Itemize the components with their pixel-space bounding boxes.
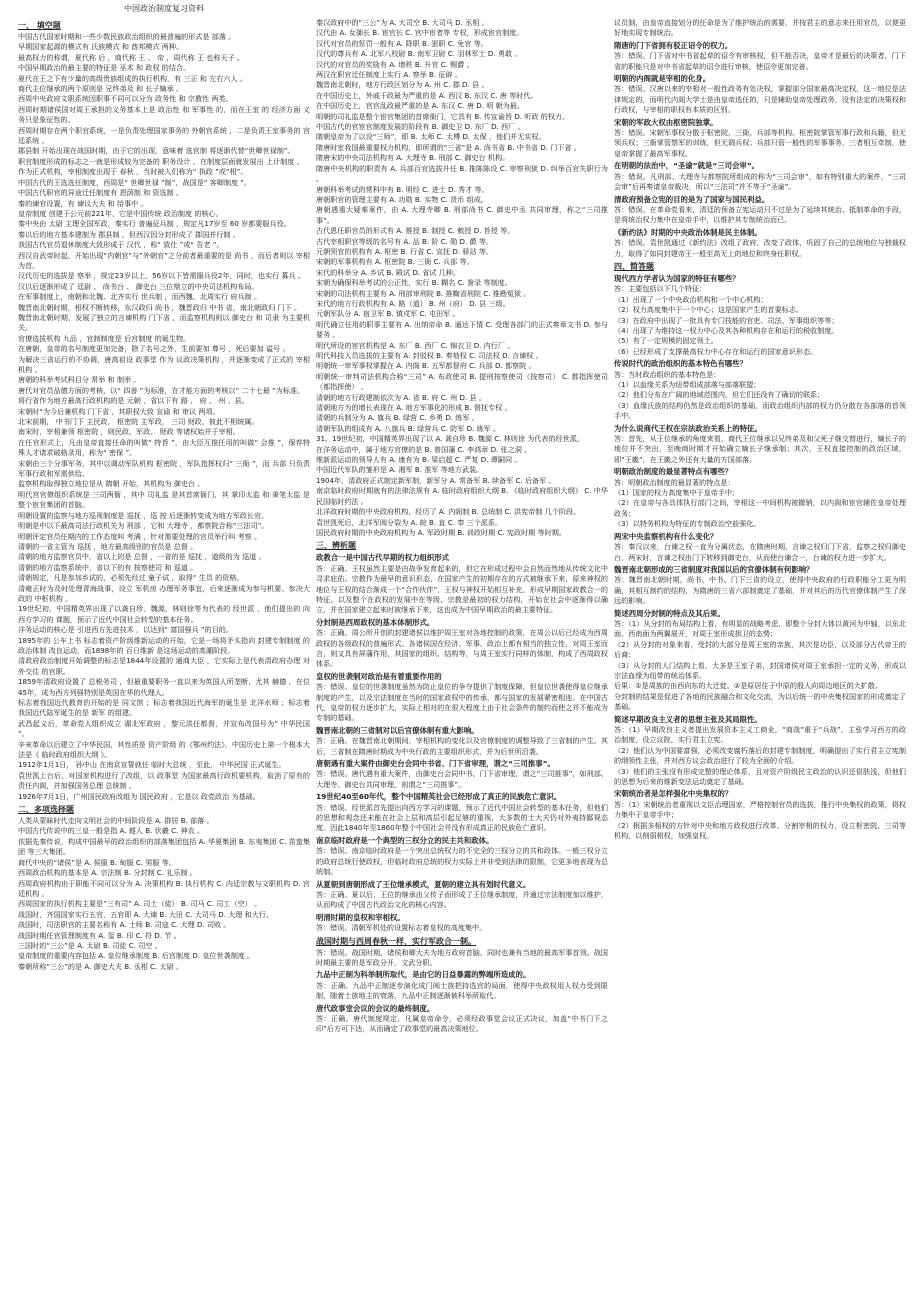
paragraph: 明朝是中以下最高司法行政机关为 刑部 ，它和 大理寺 ，都察院合称“三法司”。 <box>18 521 269 531</box>
paragraph: 后果：①是周族的由西向东的大迁徙。②是原居住于中原的殷人向周边地区的大扩散。 <box>614 681 883 691</box>
paragraph: 答：错误。经世派首先提出向西方学习的课题，预示了近代中国社会转型的基本任务，但他们的思想和观念还未能在社会上层和高层引起足够的重视，大多数的士大夫仍对外夷持鄙视态度。因此1840年至1860年整个中国社会并没有形成真正的民族危亡意识。 <box>316 802 608 833</box>
paragraph: 西汉自武帝时起，开始出现“内朝官”与“外朝官”之分前者最重要的是 尚书 ，而后者则以 宰相 为首。 <box>18 250 310 270</box>
paragraph: 汉代的尊兵有 A. 北军八校尉 B. 南军卫尉 C. 羽林军士 D. 勇敢 。 <box>316 49 522 59</box>
paragraph: 秦中央由 太尉 主理全国军政，秦实行 普遍征兵制 ，规定凡17岁至 60 岁都要服兵役。 <box>18 219 291 229</box>
paragraph: 洋务运动的核心是 引进西方先进技术 ，以达到“ 富国强兵 ”的目的。 <box>18 625 233 635</box>
paragraph: 1926年7月1日，广州国民政府改组为 国民政府 ，它是以 政党政治 为基础。 <box>18 791 260 801</box>
paragraph: 我国古代官员退休制度大致形成于 汉代 ，称“ 致仕 ”或“ 告老 ”。 <box>18 240 224 250</box>
paragraph: 在洋务运动中，属于地方官僚的是 B. 曾国藩 C. 李鸿章 D. 张之洞 。 <box>316 444 532 454</box>
paragraph: 清朝的兵制分为 A. 旗兵 B. 绿营 C. 乡勇 D. 练军 。 <box>316 413 479 423</box>
paragraph: 清朝的一省主管为 巡抚 ，地方最高级别的官员是 总督 。 <box>18 541 198 551</box>
paragraph: 元朝领官的机构有 A. 枢密 B. 行省 C. 宣抚 D. 驿站 等。 <box>316 246 494 256</box>
paragraph: 唐代对官员品德方面的考核，以“ 四善 ”为标准，在才能方面的考核以“ 二十七最 ”为标准。 <box>18 385 305 395</box>
column-middle <box>316 18 608 1298</box>
section-heading: 一、 填空题 <box>18 21 61 30</box>
column-left <box>18 18 310 1298</box>
paragraph: 隋唐中央机构的职责有 A. 兵部百官选拔升任 B. 推陈陈设 C. 审察刑狱 D. 纠举百官失职行为 。 <box>316 163 608 184</box>
paragraph: 元朝军队分 A. 宿卫军 B. 镇戍军 C. 屯田军 。 <box>316 309 460 319</box>
paragraph: 宋代的地方行政机构有 A. 路（道） B. 州（府） D. 县 三级。 <box>316 298 510 308</box>
paragraph: 皇帝制度的重要内容包括 A. 皇位继承制度 B. 后宫制度 D. 皇位世袭制度 。 <box>18 951 255 961</box>
paragraph: 明朝统一审判司法机构合称“三司” A. 布政使司 B. 提刑按察使司（按察司） C. 都指挥使司（都指挥使） 。 <box>316 371 608 392</box>
paragraph: 在任官形式上，凡由皇帝直接任命的叫做“ 特旨 ”，由大臣互推任用的叫做“ 会推 ”，保荐特殊人才请求破格录用，称为“ 密保 ”。 <box>18 437 310 458</box>
paragraph: 明代宫官僚组织系统是 三司两衙 ，其中 司礼监 是其首席衙门，其 掌印太监 和 秉笔太监 是整个宦官集团的首脑。 <box>18 489 310 510</box>
section-heading: 19世纪40至60年代，整个中国精英社会已经形成了真正的民族危亡意识。 <box>316 792 562 802</box>
paragraph: 答：主要包括以下几个特征： <box>614 284 707 294</box>
paragraph: 汉代对官员的惩罚一般有 A. 降职 B. 罢职 C. 免官 等。 <box>316 38 488 48</box>
paragraph: 分封制的结果是促进了各地的民族融合和文化交流，为以后统一的中央集权国家的形成奠定了基础。 <box>614 691 906 712</box>
document-title: 中国政治制度复习资料 <box>124 4 204 13</box>
paragraph: 宋朝的司法机构主要有 A. 刑部审刑院 B. 推鞫省刑院 C. 推勘冤狱 。 <box>316 288 531 298</box>
paragraph: 宋代的科举分 A. 乡试 B. 殿试 D. 省试 几种。 <box>316 267 461 277</box>
paragraph: 宋朝为确保科举考试的公正性，实行 B. 糊名 C. 誊录 等制度。 <box>316 278 512 288</box>
paragraph: 答：错误。在革命党看来，清廷的预备立宪运动只不过是为了延续其统治、抵制革命的手段，是将统治权力集中在皇帝手中，以维护其专制统治而已。 <box>614 204 906 225</box>
paragraph: 答：正确。周公所开创的封建诸侯以维护周王室对各地控制的政策，在周公以后已经成为西周政权的各级政权的普遍形式。各诸侯国在经济、军事、政治上都有相当的独立性，对周王室而言，则又具有屏藩作用，其国家的组织、结构等，与周王室实行同样的体制，构成了西周政权体系。 <box>316 628 608 669</box>
section-heading: 魏晋南北朝形成的三省制度对我国以后的官僚体制有何影响？ <box>614 564 814 574</box>
paragraph: （1）以血缘关系为纽带组成部落与部落联盟； <box>614 380 761 389</box>
paragraph: 答：错误。袁世凯通过《新约法》改组了政府，改变了政体，巩固了自己的总统地位与独裁权力，取得了如同封建帝王一般至高无上的地位和终身任职权。 <box>614 238 906 258</box>
paragraph: （1）国家的权力高度集中于皇帝手中； <box>614 488 740 498</box>
paragraph: 宋朝时“为今后兼机构 门下省 ，其职权大致 宣谕 和 审议 两项。 <box>18 406 220 416</box>
paragraph: 答：正确。王权虽然主要是由战争发育起来的，但它在形成过程中会自然而然地从传统文化中寻求庇佑。宗教作为最早的意识形态，在国家产生的初期存在的方式被继承下来，原来神权的地位与王权的结合渐成一个“合作伙伴”，王权与神权开始相互补充，形成早期国家政教合一的特征。以及整个在政权的发展中在等级、宗教是最初的权力结构，开始在社会中逐渐得以确立，并在国家建立起来时被继承下来，这也成为中国早期政治的最主要特征。 <box>316 563 608 615</box>
paragraph: 答：魏晋南北朝时期，尚书、中书、门下三省的设立，使得中央政府的行政职能分工更为明确，其相互制约的结构，为隋唐的三省六部制奠定了基础，并对其后的历代官僚体制产生了深远的影响。 <box>614 575 906 606</box>
paragraph: （2）他们认为中国要富强，必须改变腐朽落后的封建专制制度，明确提出了实行君主立宪制的纲领性主张，并对西方议会政治进行了较为全面的介绍。 <box>614 745 906 766</box>
paragraph: 1895年的 公车上书 标志着资产阶级维新运动的开始，它是一场将矛头指向 封建专制制度 的 政治体制 改良运动，而1898年的 百日维新 是这场运动的高潮阶段。 <box>18 635 310 655</box>
paragraph: 宋朝由三个分事军务，其中以调动军队机构 枢密院 ，军队指挥权归“ 三衙 ”，而 兵部 只负责军事行政和军需供给。 <box>18 458 310 479</box>
paragraph: 夏代在王之下有少量的高级贵族组成的执行机构，有 三正 和 左右六人 。 <box>18 73 247 83</box>
paragraph: 西周国家的执行机构主要是“三有司” A. 司土（徒） B. 司马 C. 司工（空） 。 <box>18 899 262 909</box>
paragraph: （3）血缘氏族的结构仍然是政治组织的基础，而政治组织内部的权力仍分散在各部落的首领手中。 <box>614 400 906 421</box>
paragraph: 商代中央的“诸侯”是 A. 侯服 B. 甸服 C. 男服 等。 <box>18 857 176 867</box>
paragraph: 隋朝皇帝为了以设“三师”，即 B. 太师 C. 太傅 D. 太保 ，他们并无实权。 <box>316 132 546 142</box>
paragraph: 商代主位继承的两个原则是 兄终弟及 和 长子嫡承 。 <box>18 84 184 94</box>
section-heading: 唐代政事堂会议的会议的最终制度。 <box>316 1003 435 1013</box>
paragraph: 维新派运动的领导人有 A. 康有为 B. 梁启超 C. 严复 D. 谭嗣同 。 <box>316 455 522 465</box>
paragraph: 西周政府机构由于职能不同可以分为 A. 决策机构 B. 执行机构 C. 内廷宗教与文职机构 D. 宫廷机构 。 <box>18 878 310 898</box>
section-heading: 隋唐的门下省拥有驳正诏令的权力。 <box>614 40 733 50</box>
paragraph: 清朝军队的组成有 A. 八旗兵 B. 绿营兵 C. 防军 D. 练军 。 <box>316 423 501 433</box>
paragraph: 答：正确。唐代制度规定，凡属皇帝命令，必须经政事堂会议正式决议，加盖“中书门下之印”后方可下达，从而确定了政事堂的最高决策地位。 <box>316 1013 608 1034</box>
section-heading: 战国时期与西周春秋一样，实行军政合一制。 <box>316 936 476 946</box>
paragraph: 西周时期存在两个职官系统，一是负责处理国家事务的 外朝官系统 ，二是负责王室事务的 宫廷系统 。 <box>18 125 310 146</box>
paragraph: 中国古代的王选选任制度，西周是“ 世卿世禄 ”制”，战国是“ 客卿制度 ”。 <box>18 177 252 187</box>
paragraph: 在唐朝，皇帝的名号制度更加完备，除了名号之外，生前要加 尊号 ，死后要加 谥号 。 <box>18 344 290 354</box>
paragraph: 西周中央政府文职系统因职事不同可以分为 政务性 和 宗教性 两类。 <box>18 94 233 104</box>
section-heading: 简述早期改良主义者的思想主张及其局限性。 <box>614 714 762 724</box>
paragraph: （4）出现了为维持这一权力中心及其各种机构存在和运行的税收制度。 <box>614 325 839 335</box>
section-heading: 从夏朝到唐朝形成了王位继承模式，夏朝的建立具有划时代意义。 <box>316 879 531 889</box>
paragraph: 监察机构取得独立地位是从 隋朝 开始，其机构为 御史台 。 <box>18 479 205 489</box>
section-heading: 三、辨析题 <box>316 541 356 551</box>
paragraph: 秦以后的地方基本建制为 郡县制 ，但西汉因分封形成了 郡国并行制 。 <box>18 229 240 239</box>
paragraph: 19世纪初，中国精英界出现了以龚自珍、魏源、林则徐等为代表的 经世派 ，他们提出的 向西方学习的 课题，预示了近代中国社会转型的基本任务。 <box>18 604 310 624</box>
paragraph: 明朝的司礼监是整个宦官集团的首席衙门，它具有 B. 传宣谕旨 D. 听政 的权力。 <box>316 111 570 121</box>
paragraph: 郡县制 开始出现在战国时期，由于它的出现，意味着 选官制 将逐渐代替“世卿世禄制”。 <box>18 146 295 156</box>
paragraph: 汉代由 A. 女御长 B. 宦官长 C. 宫中宦者等 专权，形成宦官制度。 <box>316 28 524 38</box>
paragraph: 答：错误。汉唐以来的宰相对一般性政务有处决权，掌握部分国家最高决定权，这一地位是法律规定的，而明代内阁大学士是由皇帝选任的，只是辅助皇帝处理政务，没有法定的决策权和行政权，与宰相的职权有本质的区别。 <box>614 84 906 115</box>
section-heading: 明清时期的皇权和宰相权。 <box>316 912 405 922</box>
paragraph: 答：错误。南京临时政府是一个突出总统权力的不完全的三权分立的共和政体。一般三权分立的政府总统行使政权，但临时政府总统的权力实际上并非受到法律的限制，它更多地表现为总统制。 <box>316 846 608 877</box>
paragraph: 答：正确。在魏晋南北朝期间，宰相机构的变化以及官僚制度的调整导致了三省制的产生。其后，三省制在隋唐时期成为中央行政的主要组织形式，并为后世所沿袭。 <box>316 736 608 756</box>
section-heading: 为什么说商代王权在宗法政治关系上的特征。 <box>614 423 762 433</box>
paragraph: 清雍正时为及时处理青海战事，设立 军机房 办理军务事宜，后来逐渐成为参与机要、参决大政的 中枢机构 。 <box>18 583 310 603</box>
paragraph: 中国古代国家时期和一些少数民族政治组织的最普遍的形式是 部落 。 <box>18 32 236 41</box>
paragraph: 北宋前期， 中书门下 主民政， 枢密院 主军政， 三司 财政，彼此不相统属。 <box>18 417 259 427</box>
paragraph: 将行省作为地方最高行政机构的是 元朝 ，省以下有 路 、 府 、 州 、县。 <box>18 396 249 406</box>
paragraph: 中国近代军队的雏形是 A. 湘军 B. 淮军 等地方武装。 <box>316 465 484 475</box>
paragraph: 明代确立任用的职事主要有 A. 出纳帝命 B. 通达下情 C. 受理各部门的正式奏章文书 D. 参与要务 。 <box>316 319 608 340</box>
paragraph: 唐朝职官的管理主要有 A. 功勋 B. 实物 C. 货币 组成。 <box>316 194 488 204</box>
paragraph: 唐朝的科举考试科目分 常举 和 制举 。 <box>18 375 141 385</box>
paragraph: 袁世凯死后，北洋军阀分裂为 A. 皖 B. 直 C. 奉 三个派系。 <box>316 517 503 527</box>
paragraph: （2）根据多相权的方针对中央和地方政权进行改革，分割宰相的权力，设立枢密院、三司等机构，以削弱相权，加强皇权。 <box>614 820 906 841</box>
paragraph: 官僚选拔机构 九品 ，官制制度是 后宫制度 的诞生物。 <box>18 333 191 343</box>
paragraph: 答：（1）从分封的布局结构上看，有明显的战略考虑，即整个分封大体以黄河为中轴，以东北面、西南面为两翼展开，对周王室形成拱卫的态势； <box>614 618 906 639</box>
column-right <box>614 18 906 1298</box>
section-heading: 两宋中央监察机构有什么变化？ <box>614 531 718 541</box>
paragraph: 魏晋南北朝时期，发展了独立的言谏机构 门下省 ，而监察机构则以 御史台 和 司隶 为主要机关。 <box>18 312 310 333</box>
paragraph: 最高权力的称谓，夏代称 后 ，商代称 王 、 帝 ，周代称 王 也称天子 。 <box>18 52 245 62</box>
paragraph: 南京临时政府时期就有的法律法规有 A. 临时政府组织大纲 B. 《临时政府组织大纲》 C. 中华民国临时约法 。 <box>316 486 608 506</box>
paragraph: 战国时，齐国国家实行五官，五官即 A. 大谏 B. 大田 C. 大司马 D. 大理 和大行。 <box>18 909 274 919</box>
paragraph: 中国古代的官宦官制度发展的阶段有 B. 御史卫 D. 东厂 D. 西厂 。 <box>316 122 525 132</box>
section-heading: 现代西方学者认为国家的特征有哪些？ <box>614 273 740 283</box>
paragraph: （3）他们的主张没有形成完整的理论体系，且对资产阶级民主政治的认识还很肤浅，但他们的思想为后来的维新变法运动奠定了基础。 <box>614 766 906 787</box>
paragraph: 秦汉政府中的“三公”为 A. 大司空 B. 大司马 D. 丞相 。 <box>316 18 489 27</box>
paragraph: 为解决三省运行的不协调，唐高祖设 政事堂 作为 议政决策机构 ，并逐渐变成了正式的 宰相机构 。 <box>18 354 310 374</box>
paragraph: 清朝地方为的增长表现在 A. 地方军事化的形成 B. 督抚专权 。 <box>316 403 512 413</box>
paragraph: 1859年清政府设置了 总税务司 ，但最重要职务一直以来为英国人所垄断，尤其 赫德 ，在位45年，成为西方列强特别是英国在华的代理人。 <box>18 677 310 697</box>
paragraph: （5）有了一定规模的固定领土。 <box>614 336 718 346</box>
paragraph: 武昌起义后，革命党人组织成立 湖北军政府 ，黎元洪任都督，并宣布改国号为“ 中华民国 ”。 <box>18 718 310 739</box>
paragraph: 标志着我国近代教育的开始的是 同文馆 ；标志着我国近代海军的诞生是 北洋水师 ；标志着我国近代陆军诞生的是 新军 的组建。 <box>18 698 310 718</box>
section-heading: 二、多项选择题 <box>18 805 74 815</box>
paragraph: 明代科技人员选拔的主要有 A. 封驳权 B. 奏劾权 C. 司法权 D. 言谏权 。 <box>316 351 543 360</box>
paragraph: 清朝的地方监察官员中，省以上的是 总督 ，一省的是 巡抚 ，道级的为 巡道 。 <box>18 552 266 562</box>
paragraph: 辛亥革命以后建立了中华民国，其性质是 资产阶级 的《鄂州约法》，中国历史上第一个根本大法是《 临时政府组织大纲 》。 <box>18 739 310 760</box>
paragraph: 答：（1）宋朝统治者重视以文臣治理国家，严格控制官员的选拔，推行中央集权的政策，将权力集中于皇帝手中； <box>614 799 906 820</box>
paragraph: 明朝统一审军事权掌握在 A. 内阁 B. 五军都督府 C. 兵部 D. 都察院 。 <box>316 361 536 371</box>
section-heading: 南京临时政府是一个典型的三权分立的民主共和政体。 <box>316 835 494 845</box>
paragraph: 答：错误。宋朝军事权分散于枢密院、三衙、兵部等机构。枢密院掌管军事行政和兵籍，但无领兵权；三衙掌管禁军的训练，但无调兵权；兵部只管一般性的军事事务，三者相互牵制，使皇帝掌握了最高军事权。 <box>614 128 906 158</box>
section-heading: 皇权的世袭制对政治是有着重要作用的 <box>316 671 442 681</box>
paragraph: 议员制，由皇帝直接划分的任命是为了维护统治的需要，并按君主的意志来任用官员，以便更好地实现专制统治。 <box>614 18 906 38</box>
paragraph: 古代恩任职官员的形式有 A. 推授 B. 制授 C. 敕授 D. 旨授 等。 <box>316 226 515 236</box>
paragraph: 明朝评定官员任期内的工作态度叫 考满 ，针对需要处理的官员举行叫 考察 。 <box>18 531 262 541</box>
paragraph: （6）已经形成了支撑最高权力中心存在和运行的国家意识形态。 <box>614 346 818 356</box>
paragraph: （1）出现了一个中央政治机构和一个中心机构； <box>614 294 768 304</box>
paragraph: 1912年1月1日， 孙中山 在南京宣誓就任 临时大总统 ，至此， 中华民国 正式诞生。 <box>18 760 286 770</box>
paragraph: （2）从分封的对象来看，受封的大部分是周王室的亲族，其次是功臣，以及部分古代帝王的后裔； <box>614 639 906 660</box>
paragraph: 答：错误。门下省对中书省起草的诏令有审核权，但不能否决，皇帝才是最后的决策者，门下省的职能只是对中书省起草的诏令进行审核，使诏令更加完善。 <box>614 51 906 71</box>
paragraph: 西周时期诸侯国对周王承担的义务基本上是 政治性 和 军事性 的，而在王室 的 经济方面 义务只是象征性的。 <box>18 104 310 125</box>
paragraph: 在军事制度上，南朝和北魏、北齐实行 世兵制 ，而西魏、北周实行 府兵制 。 <box>18 292 262 302</box>
section-heading: 《新约法》时期的中央政治体制是民主体制。 <box>614 227 762 237</box>
paragraph: 汉代历史的选拔是 察举 ，规定23岁以上，56岁以下皆需服兵役2年，同时，也实行 募兵 。 <box>18 271 305 281</box>
paragraph: （2）他们分布在广阔的地域范围内，但它们还没有了确切的联系； <box>614 390 825 400</box>
paragraph: 答：正确。夏以后，王位的继承由父传子而形成了王位继承制度，并通过宗法制度加以维护，从而构成了中国古代政治文化的核心内容。 <box>316 889 608 910</box>
paragraph: （2）权力高度集中于一个中心；这是国家产生的首要标志。 <box>614 305 803 315</box>
paragraph: 魏晋南北朝时，地方行政区划分为 A. 州 C. 郡 D. 县 。 <box>316 80 489 90</box>
paragraph: （2）在皇帝与各具体执行部门之间，宰相这一中间机构被撤销，以内阁和宦官辅佐皇帝处理政务； <box>614 498 906 518</box>
paragraph: 汉以后逐渐形成了 廷尉 、 尚书台 、 御史台 三位鼎立的中央司法机构布局。 <box>18 281 259 291</box>
paragraph: 答：明朝政治制度的最显著的特点是： <box>614 477 735 487</box>
paragraph: 答：当时政治组织的基本特色是： <box>614 369 721 379</box>
paragraph: 答：秦汉以来，台谏之权一直为分属状态，在隋唐时期，言谏之权归门下省，监察之权归御史台，两宋时，言谏之权由门下转移到御史台，从而使台谏合一，台谏的权力进一步扩大。 <box>614 542 906 562</box>
paragraph: 明代所设的宦官机构是 A. 东厂 B. 西厂 C. 锦衣卫 D. 内行厂 。 <box>316 340 515 350</box>
paragraph: 隋唐时室我国最重要权力机构，即所谓的“三省”是 A. 尚书省 B. 中书省 D. 门下省 。 <box>316 142 581 152</box>
paragraph: 两汉在职官迁任制度上实行 A. 察举 B. 征辟 。 <box>316 70 462 80</box>
paragraph: 答：错误。唐代遇有重大案件，由御史台会同中书、门下省审理，谓之“三司推事”，如刑部、大理寺、御史台共同审理，则谓之“三司推事”。 <box>316 769 608 789</box>
section-heading: 政教合一是中国古代早期的权力组织形式 <box>316 553 450 563</box>
paragraph: 答：错误。凡刑部、大理寺与都察院所组成的称为“三司会审”，如有特别重大的案件，“三司会审”后再奏请皇帝裁决，所以“三法司”并不等于“圣谕”。 <box>614 171 906 192</box>
paragraph: 西周政治机构的基本是 A. 宗法制 B. 分封制 C. 礼乐制 。 <box>18 868 197 878</box>
paragraph: 魏晋南北朝时期，相权不断转移，东汉政归 尚书 ，魏晋政归 中书 省，南北朝政归 门下 。 <box>18 302 302 312</box>
paragraph: 职官制度形成的标志之一就是形成较为完备的 职务设计 ，在制度层面就发展出 上计制度 。 <box>18 156 304 166</box>
paragraph: 在中国历史上，外戚干政最为严重的是 A. 西汉 B. 东汉 C. 唐 等时代。 <box>316 90 538 100</box>
paragraph: 在中国历史上，官官乱政最严重的是 A. 东汉 C. 唐 D. 明 朝为最。 <box>316 101 524 111</box>
paragraph: 宋朝的军事机构有 A. 枢密院 B. 三衙 C. 兵部 等。 <box>316 257 474 267</box>
paragraph: 三国时的“三公”是 A. 太尉 B. 司徒 C. 司空 。 <box>18 940 162 950</box>
paragraph: 作为正式机构，宰相制度出现于 春秋 ，当时被人们称为“ 执政 ”或“相”。 <box>18 167 248 177</box>
paragraph: （3）从分封的人门结构上看，大多是王室子弟，封国诸侯对周王室承担一定的义务，形成以宗法血缘为纽带的统治体系。 <box>614 660 906 680</box>
paragraph: 汉代的对官员的奖励有 A. 增秩 B. 升官 C. 赐爵 。 <box>316 59 474 69</box>
paragraph: 答：正确。九品中正制逐步演化成门阀士族把持选官的局面，使得中央政权用人权力受到限制，随着士族地主的衰落，九品中正制逐渐被科举所取代。 <box>316 980 608 1001</box>
paragraph: 皇帝制度 创建于公元前221年，它是中国传统 政治制度 的核心。 <box>18 208 223 218</box>
section-heading: 唐朝遇有重大案件由御史台会同中书省、门下省审理，谓之“三司推事”。 <box>316 759 555 769</box>
paragraph: 中国古代传说中的三皇一般是指 A. 燧人 B. 伏羲 C. 神农 。 <box>18 826 205 836</box>
section-heading: 明朝政治制度的最显著特点有哪些？ <box>614 467 733 477</box>
paragraph: 清朝规定，凡是参加乡试的，必须先经过 童子试 ，取得“ 生员 的资格。 <box>18 573 244 583</box>
paragraph: 明朝设置的监察与地方巡视制度是 巡抚 ，巡 按 后逐渐转变成为地方军政长官。 <box>18 510 269 520</box>
paragraph: 中国早期政治的最主要的特征是 巫术 和 政权 的结合。 <box>18 63 191 73</box>
paragraph: 国民政府时期的中央政府机构为 A. 军政时期 B. 训政时期 C. 宪政时期 等时期。 <box>316 527 566 537</box>
section-heading: 简述西周分封制的特点及其后果。 <box>614 608 725 618</box>
section-heading: 分封制是西周政权的基本体制形式。 <box>316 617 435 627</box>
paragraph: 人类从蒙昧时代走向文明社会的中间阶段是 A. 群居 B. 部落 。 <box>18 816 214 826</box>
paragraph: 清政府政治制度开始调整的标志是1844年设置的 通商大臣 ，它实际上是代表清政府办理 对外交往 的官职。 <box>18 656 310 676</box>
paragraph: 南宋时，宰相兼领 枢密院 ，则民政、军政、 财政 等诸权始并于宰相。 <box>18 427 240 437</box>
paragraph: 答：错误。清朝军机处的设置标志着皇权的高度集中。 <box>316 923 487 933</box>
paragraph: （3）在政府中出现了一批具有专门技能的官吏、司法、军事组织等等； <box>614 315 839 325</box>
section-heading: 在明朝的法治中，“圣谕”就是“三司会审”。 <box>614 161 760 171</box>
paragraph: 1904年，清政府正式制定新军制，新军分 A. 常备军 B. 续备军 C. 后备军 。 <box>316 475 556 485</box>
paragraph: 古代宰相职官等级的名号有 A. 品 B. 阶 C. 勋 D. 爵 等。 <box>316 236 494 246</box>
section-heading: 四、简答题 <box>614 261 654 271</box>
paragraph: 战国时期任官管理制度有 A. 玺 B. 印 C. 符 D. 节 。 <box>18 930 181 940</box>
paragraph: 北洋政府时期的中央政府机构，经历了 A. 内阁制 B. 总统制 C. 洪宪帝制 几个阶段。 <box>316 507 581 517</box>
paragraph: 唐朝遇重大疑难案件，由 A. 大理寺卿 B. 刑部尚书 C. 御史中丞 共同审理，称之“三司推事”。 <box>316 205 608 225</box>
paragraph: 31、19世纪初，中国精英界出现了以 A. 龚自珍 B. 魏源 C. 林则徐 为代表的经世派。 <box>316 434 584 444</box>
paragraph: 依据先秦传说，构成中国最早的政治组织的部落集团包括 A. 华夏集团 B. 东夷集团 C. 苗蛮集团 等三大集团。 <box>18 836 310 857</box>
paragraph: 隋唐宋的中央司法机构有 A. 大理寺 B. 刑部 C. 御史台 机构。 <box>316 153 510 163</box>
paragraph: 秦朝所称“三公”的是 A. 御史大夫 B. 丞相 C. 太尉 。 <box>18 961 184 971</box>
section-heading: 清政府预备立宪的目的是为了国家与国民利益。 <box>614 194 770 204</box>
section-heading: 传说时代的政治组织的基本特色有哪些？ <box>614 359 748 369</box>
section-heading: 明朝的内阁就是宰相的化身。 <box>614 74 711 84</box>
paragraph: 答：错误。皇位的世袭制度虽然为防止皇位的争夺提供了制度保障，但皇位世袭使得皇位继承制度的产生，以及宗法制度在当时的国家政权中的传承，都与国家的发展紧密相连。在中国古代，皇帝的权力逐步扩大，实际上相对的在很大程度上由于社会条件的制约而使之并不能成为专制的基础。 <box>316 682 608 723</box>
paragraph: 答：首先，从王位继承的角度来看，商代王位继承以兄终弟及和父死子继交替进行，嫡长子的地位并不突出，至晚商时期才开始确立嫡长子继承制；其次，王权直接控制的政治区域，即“王畿”，在王畿之外还有大量的方国部落。 <box>614 434 906 464</box>
section-heading: 魏晋南北朝的三省制对以后官僚体制有重大影响。 <box>316 725 479 735</box>
paragraph: 中国古代职官的异途迁任制度有 恩荫制 和 资选制 。 <box>18 188 184 198</box>
paragraph: 答：错误。战国时期，诸侯和卿大夫为地方政府首脑，同时也兼有当地的最高军事首领。战国时期最主要的是军政分开，文武分职。 <box>316 947 608 967</box>
paragraph: 清朝的地方监察系统中，省以下的有 按察使司 和 巡道 。 <box>18 562 198 572</box>
paragraph: 战国时，司法职官的主要名称有 A. 士师 B. 司寇 C. 大理 D. 司败 。 <box>18 920 231 930</box>
paragraph: 早期国家起源的模式有 氏族模式 和 酋邦模式 两种。 <box>18 42 184 52</box>
paragraph: （3）以特务机构为特征的专制政治空前强化。 <box>614 519 761 529</box>
section-heading: 宋朝统治者是怎样强化中央集权的？ <box>614 789 733 799</box>
paragraph: 清朝的地方行政建制依次为 A. 省 B. 府 C. 州 D. 县 。 <box>316 392 486 402</box>
paragraph: 袁世凯上台后，对国家机构进行了改组，以 政事堂 为国家最高行政机要机构，取消了原有的责任内阁，并加强国务总理 总统制 。 <box>18 770 310 791</box>
section-heading: 宋朝的军政大权由枢密院独掌。 <box>614 117 718 127</box>
paragraph: 秦的谏官设置，有 谏议大夫 和 给事中 。 <box>18 198 148 208</box>
section-heading: 九品中正制为科举制所取代，是由它的日益暴露的弊端所造成的。 <box>316 970 531 980</box>
paragraph: 唐朝科举考试的常科中有 B. 明经 C. 进士 D. 秀才 等。 <box>316 184 489 194</box>
paragraph: 答：（1）早期改良主义者提出发展资本主义工商业，“商战”重于“兵战”，主张学习西方的政治制度，设立议院，实行君主立宪。 <box>614 725 906 745</box>
